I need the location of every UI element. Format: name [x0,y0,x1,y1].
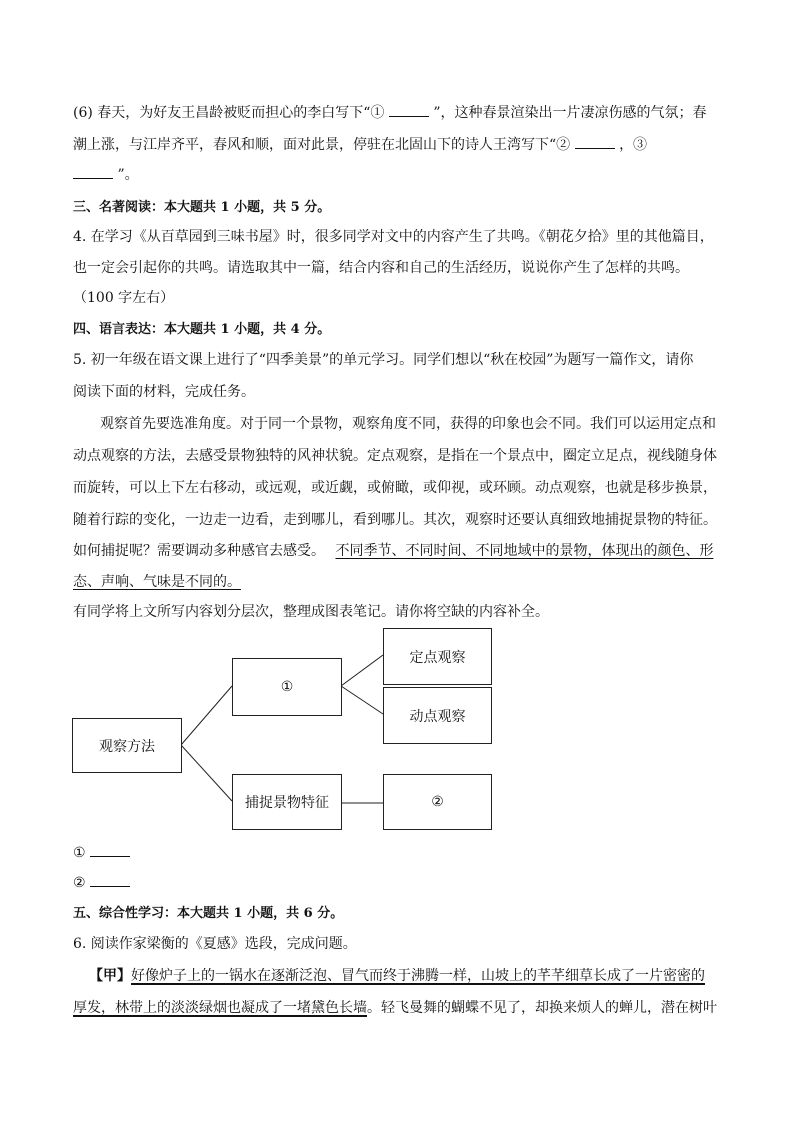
answer-line-2 [73,872,130,893]
diagram-moving-observation: 动点观察 [383,687,492,744]
jia-passage-line-2 [73,998,717,1018]
jia-underlined-text-1: 好像炉子上的一锅水在逐渐泛泡、冒气而终于沸腾一样，山坡上的芊芊细草长成了一片密密的 [131,968,705,984]
q6-text-d: ，③ [619,137,648,153]
jia-passage-line-1 [89,966,705,986]
q5-line-1: 5. 初一年级在语文课上进行了“四季美景”的单元学习。同学们想以“秋在校园”为题写一篇作文，请你 [73,352,694,368]
q6-text-e: ”。 [117,167,139,183]
diagram-fixed-point-observation: 定点观察 [383,628,492,685]
answer-line-1 [73,842,130,863]
task-instruction: 有同学将上文所写内容划分层次，整理成图表笔记。请你将空缺的内容补全。 [73,604,549,620]
jia-text: 。轻飞曼舞的蝴蝶不见了，却换来烦人的蝉儿，潜在树叶 [367,1000,717,1016]
passage-text: 如何捕捉呢？需要调动多种感官去感受。 [73,543,325,559]
answer-1-label: ① [73,845,86,861]
jia-label: 【甲】 [89,968,131,984]
answer-2-blank[interactable] [90,872,130,887]
q6-text-b: ”，这种春景渲染出一片凄凉伤感的气氛；春 [433,105,707,121]
diagram-root-observation-method: 观察方法 [72,718,182,773]
underlined-passage-text: 不同季节、不同时间、不同地域中的景物，体现出的颜色、形 [335,543,714,559]
passage-line-3: 而旋转，可以上下左右移动，或远观，或近觑，或俯瞰，或仰视，或环顾。动点观察，也就是移步换景， [73,480,717,496]
diagram-blank-2[interactable]: ② [383,774,492,830]
q6-text-c: 潮上涨，与江岸齐平，春风和顺，面对此景，停驻在北固山下的诗人王湾写下“② [73,137,571,153]
section-4-heading: 四、语言表达：本大题共 1 小题，共 4 分。 [73,322,331,337]
q4-line-2: 也一定会引起你的共鸣。请选取其中一篇，结合内容和自己的生活经历，说说你产生了怎样的共鸣。 [73,260,689,276]
diagram-capture-features: 捕捉景物特征 [232,774,342,830]
q4-line-3: （100 字左右） [73,290,175,306]
answer-2-label: ② [73,875,86,891]
passage-line-4: 随着行踪的变化，一边走一边看，走到哪儿，看到哪儿。其次，观察时还要认真细致地捕捉景物的特征。 [73,512,717,528]
section-3-heading: 三、名著阅读：本大题共 1 小题，共 5 分。 [73,200,331,215]
section-5-heading: 五、综合性学习：本大题共 1 小题，共 6 分。 [73,906,344,921]
q6-intro: 6. 阅读作家梁衡的《夏感》选段，完成问题。 [73,936,357,952]
jia-underlined-text-2: 厚发，林带上的淡淡绿烟也凝成了一堵黛色长墙 [73,1000,367,1016]
passage-line-1: 观察首先要选准角度。对于同一个景物，观察角度不同，获得的印象也会不同。我们可以运用定点和 [100,416,716,432]
answer-1-blank[interactable] [90,842,130,857]
q5-line-2: 阅读下面的材料，完成任务。 [73,384,255,400]
passage-line-2: 动点观察的方法，去感受景物独特的风神状貌。定点观察，是指在一个景点中，圈定立足点，视线随身体 [73,448,717,464]
passage-line-6: 态、声响、气味是不同的。 [73,574,241,590]
q6-text-a: (6) 春天，为好友王昌龄被贬而担心的李白写下“① [73,105,385,121]
q4-line-1: 4. 在学习《从百草园到三味书屋》时，很多同学对文中的内容产生了共鸣。《朝花夕拾》里的其他篇目， [73,229,714,245]
diagram-blank-1[interactable]: ① [232,658,342,716]
